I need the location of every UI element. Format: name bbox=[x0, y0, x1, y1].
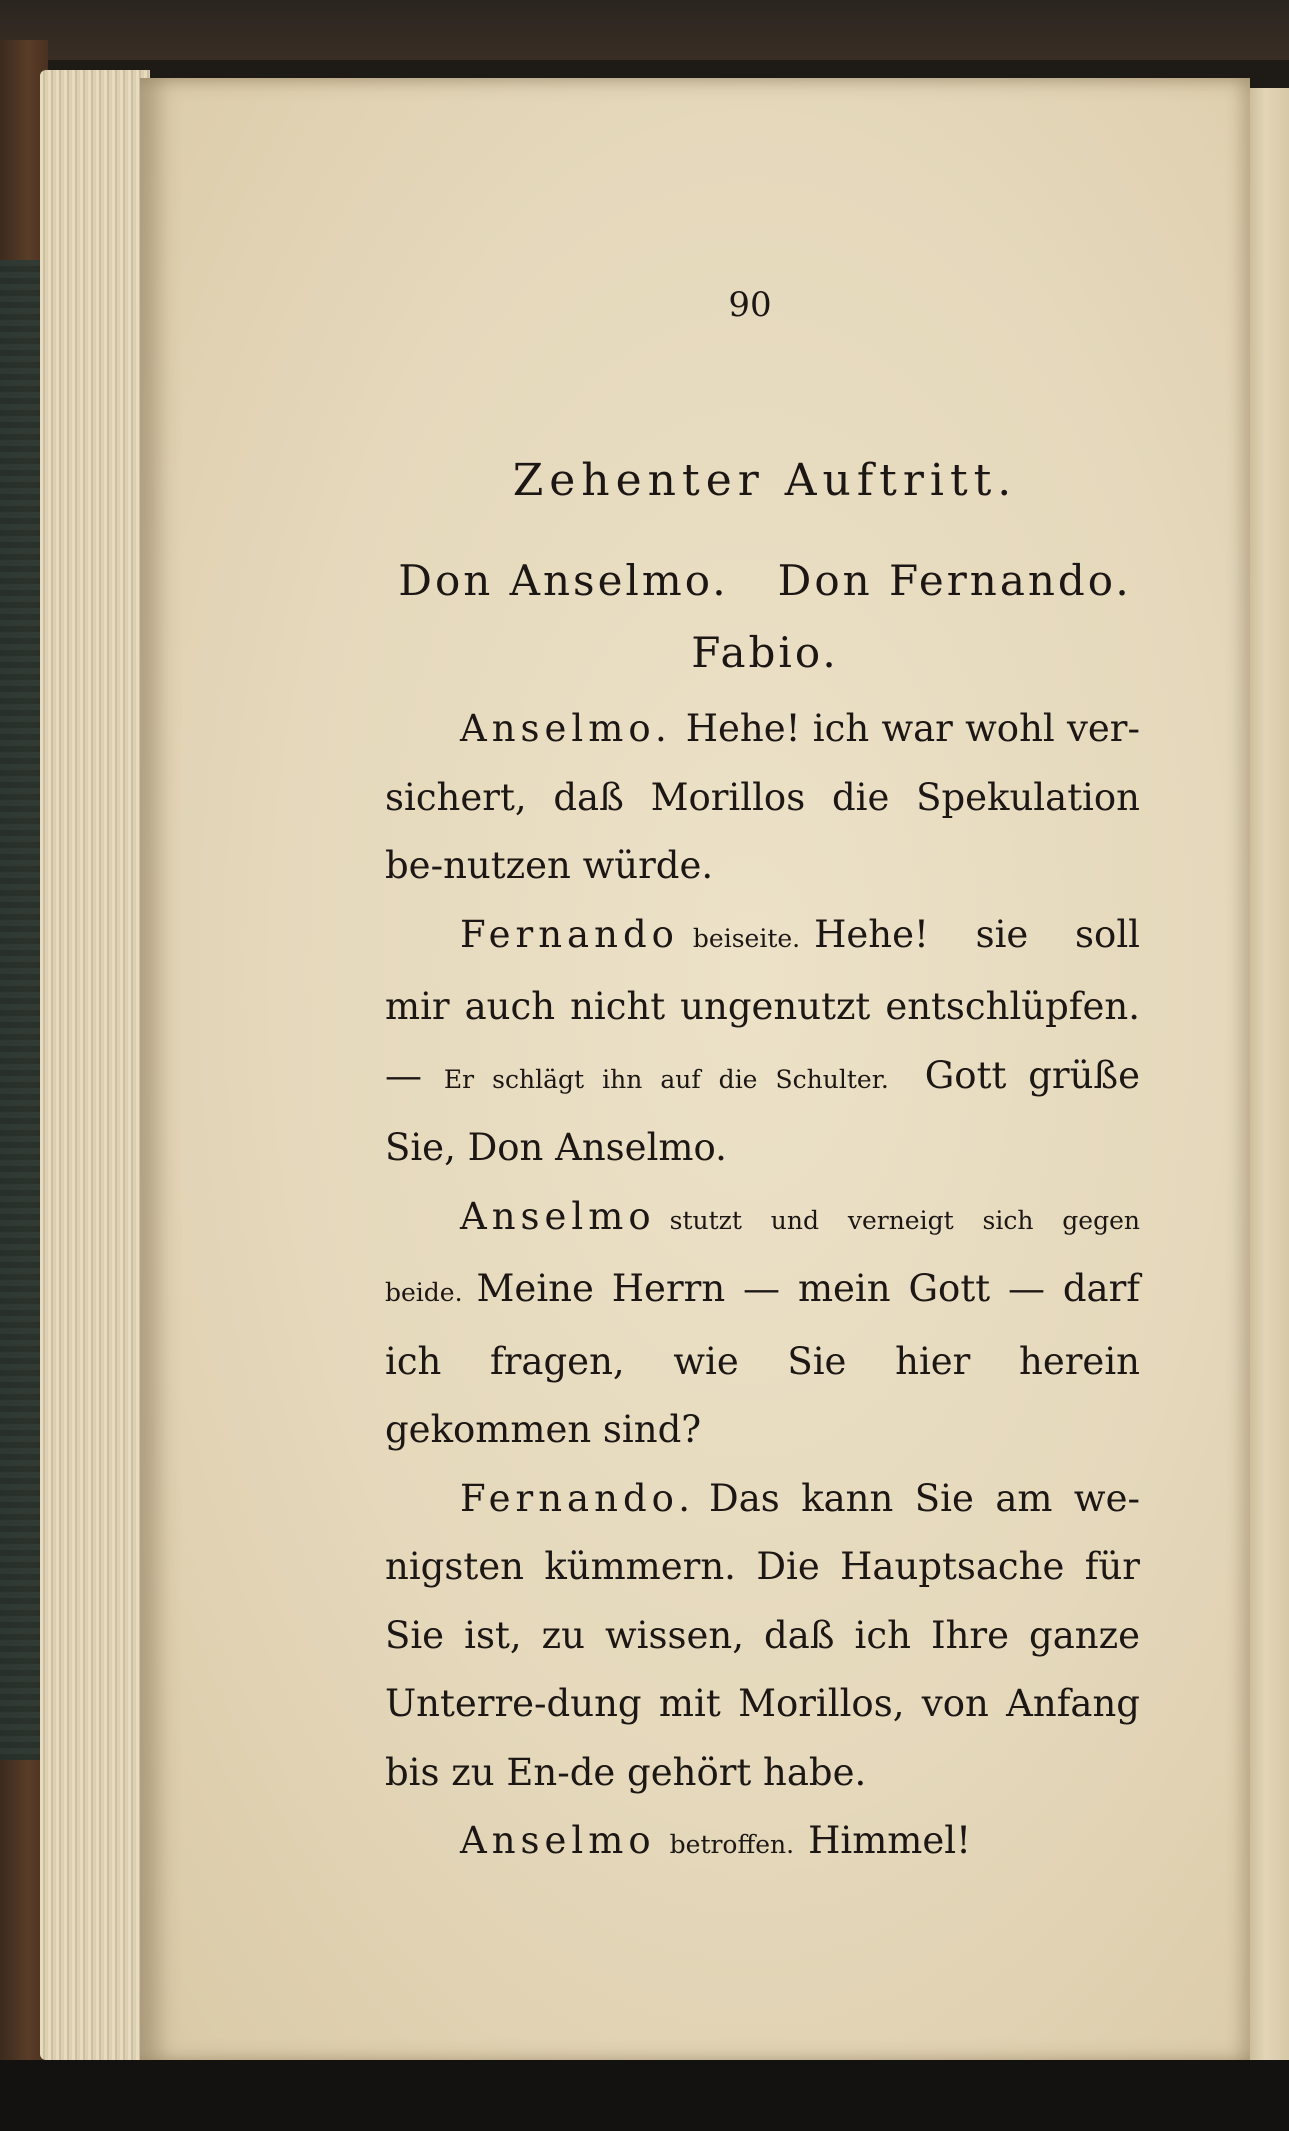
dialogue-text: Hehe! ich war wohl ver-sichert, daß Morillos die Spekulation be-nutzen würde. bbox=[385, 707, 1140, 887]
book-spine bbox=[0, 260, 40, 1760]
speaker-name: Anselmo bbox=[460, 1819, 656, 1862]
dialogue-text: Hehe! sie soll mir auch nicht ungenutzt entschlüpfen. — bbox=[385, 912, 1140, 1097]
page-stack-edge bbox=[40, 70, 150, 2060]
stage-direction: betroffen. bbox=[669, 1830, 795, 1859]
book-bottom-edge bbox=[0, 2060, 1289, 2131]
stage-direction: beiseite. bbox=[692, 923, 801, 953]
dialogue-paragraph-5 bbox=[385, 1807, 1140, 1880]
dialogue-body bbox=[385, 695, 1140, 1880]
speaker-name: Anselmo. bbox=[460, 707, 672, 750]
page-number: 90 bbox=[728, 285, 772, 325]
speaker-name: Fernando. bbox=[460, 1476, 696, 1520]
speaker-name: Anselmo bbox=[460, 1194, 656, 1238]
dialogue-text: Meine Herrn — mein Gott — darf ich fragen, wie Sie hier herein gekommen sind? bbox=[385, 1267, 1140, 1451]
speaker-name: Fernando bbox=[460, 912, 679, 956]
character-line-1: Don Anselmo. Don Fernando. bbox=[398, 556, 1132, 605]
dialogue-text: Das kann Sie am we-nigsten kümmern. Die Hauptsache für Sie ist, zu wissen, daß ich Ihre ganze Unterre-dung mit Morillos, von Anfang bis zu En-de gehört habe. bbox=[385, 1476, 1140, 1794]
scene-title: Zehenter Auftritt. bbox=[512, 455, 1018, 506]
dialogue-paragraph-4 bbox=[385, 1465, 1140, 1808]
dialogue-paragraph-2 bbox=[385, 901, 1140, 1183]
book-cover-top bbox=[0, 0, 1289, 60]
stage-direction: Er schlägt ihn auf die Schulter. bbox=[443, 1064, 889, 1094]
stage-direction: stutzt und verneigt sich gegen beide. bbox=[385, 1205, 1140, 1307]
dialogue-text: Himmel! bbox=[808, 1819, 971, 1862]
dialogue-paragraph-3 bbox=[385, 1183, 1140, 1465]
character-line-2: Fabio. bbox=[691, 628, 839, 677]
dialogue-text: Gott grüße Sie, Don Anselmo. bbox=[385, 1053, 1141, 1169]
facing-page-edge bbox=[1246, 88, 1289, 2063]
dialogue-paragraph-1 bbox=[385, 695, 1140, 901]
character-list bbox=[385, 545, 1145, 689]
